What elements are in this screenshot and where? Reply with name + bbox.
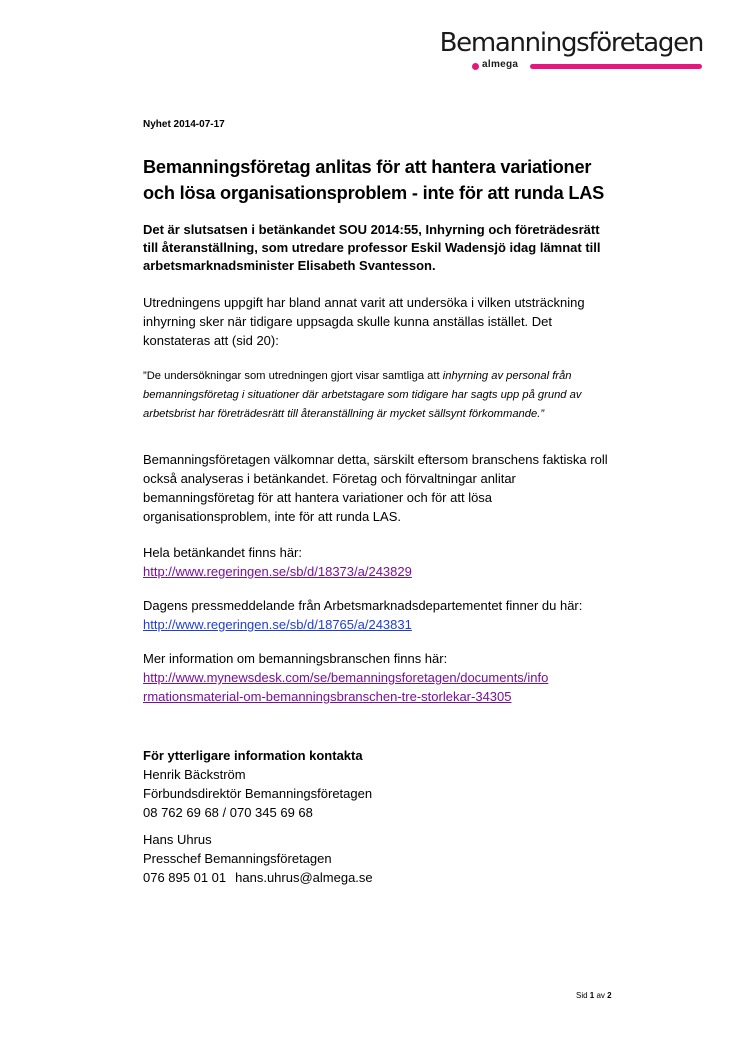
logo-accent-line [530,64,702,69]
body-paragraph-1: Utredningens uppgift har bland annat varit att undersöka i vilken utsträckning inhyrning sker när tidigare uppsagda skulle kunna anställas istället. Det konstateras att (sid 20): [143,295,585,348]
contact-name-1: Henrik Bäckström [143,767,246,782]
contact-role-1: Förbundsdirektör Bemanningsföretagen [143,786,373,801]
logo-bar [470,59,706,71]
link-intro-1: Hela betänkandet finns här: [143,545,302,560]
quote [143,367,613,424]
page-number [576,991,612,1000]
logo-subbrand: almega [482,59,519,70]
contact-block-1 [143,746,613,822]
link-block-3 [143,649,613,706]
link-press-release[interactable]: http://www.regeringen.se/sb/d/18765/a/243831 [143,617,412,632]
link-block-1 [143,543,613,581]
contact-block-2 [143,830,613,887]
link-intro-2: Dagens pressmeddelande från Arbetsmarknadsdepartementet finner du här: [143,598,583,613]
logo-wordmark: Bemanningsföretagen [439,28,703,58]
page-total: 2 [607,991,612,1000]
contact-role-2: Presschef Bemanningsföretagen [143,851,332,866]
lead-paragraph: Det är slutsatsen i betänkandet SOU 2014:55, Inhyrning och företrädesrätt till återanställning, som utredare professor Eskil Wadensjö idag lämnat till arbetsmarknadsminister Elisabeth Svantesson. [143,222,601,273]
body-paragraph-2: Bemanningsföretagen välkomnar detta, särskilt eftersom branschens faktiska roll också analyseras i betänkandet. Företag och förvaltningar anlitar bemanningsföretag för att hantera variationer och för att lösa organisationsproblem, inte för att runda LAS. [143,452,608,524]
contact-name-2: Hans Uhrus [143,832,212,847]
page-prefix: Sid [576,991,588,1000]
contact-phone-2: 076 895 01 01 [143,870,227,885]
quote-plain: ”De undersökningar som utredningen gjort visar samtliga att [143,370,443,382]
link-block-2 [143,596,613,634]
page-current: 1 [589,991,595,1000]
contact-section [143,746,613,887]
article [143,118,613,895]
article-title: Bemanningsföretag anlitas för att hantera variationer och lösa organisationsproblem - inte för att runda LAS [143,157,605,203]
page-sep: av [596,991,605,1000]
links-section [143,543,613,706]
contact-heading: För ytterligare information kontakta [143,748,363,763]
contact-email-2: hans.uhrus@almega.se [235,870,373,885]
contact-phone-1: 08 762 69 68 / 070 345 69 68 [143,805,313,820]
dateline: Nyhet 2014-07-17 [143,119,225,130]
link-report[interactable]: http://www.regeringen.se/sb/d/18373/a/243829 [143,564,412,579]
link-mynewsdesk[interactable]: http://www.mynewsdesk.com/se/bemanningsforetagen/documents/informationsmaterial-om-bemanningsbranschen-tre-storlekar-34305 [143,670,549,704]
brand-logo [439,26,706,74]
logo-dot-icon [472,63,479,70]
quote-italic: inhyrning av personal från bemanningsföretag i situationer där arbetstagare som tidigare har sagts upp på grund av arbetsbrist har företrädesrätt till återanställning är mycket sällsynt förkommande.” [143,370,582,420]
link-intro-3: Mer information om bemanningsbranschen finns här: [143,651,448,666]
